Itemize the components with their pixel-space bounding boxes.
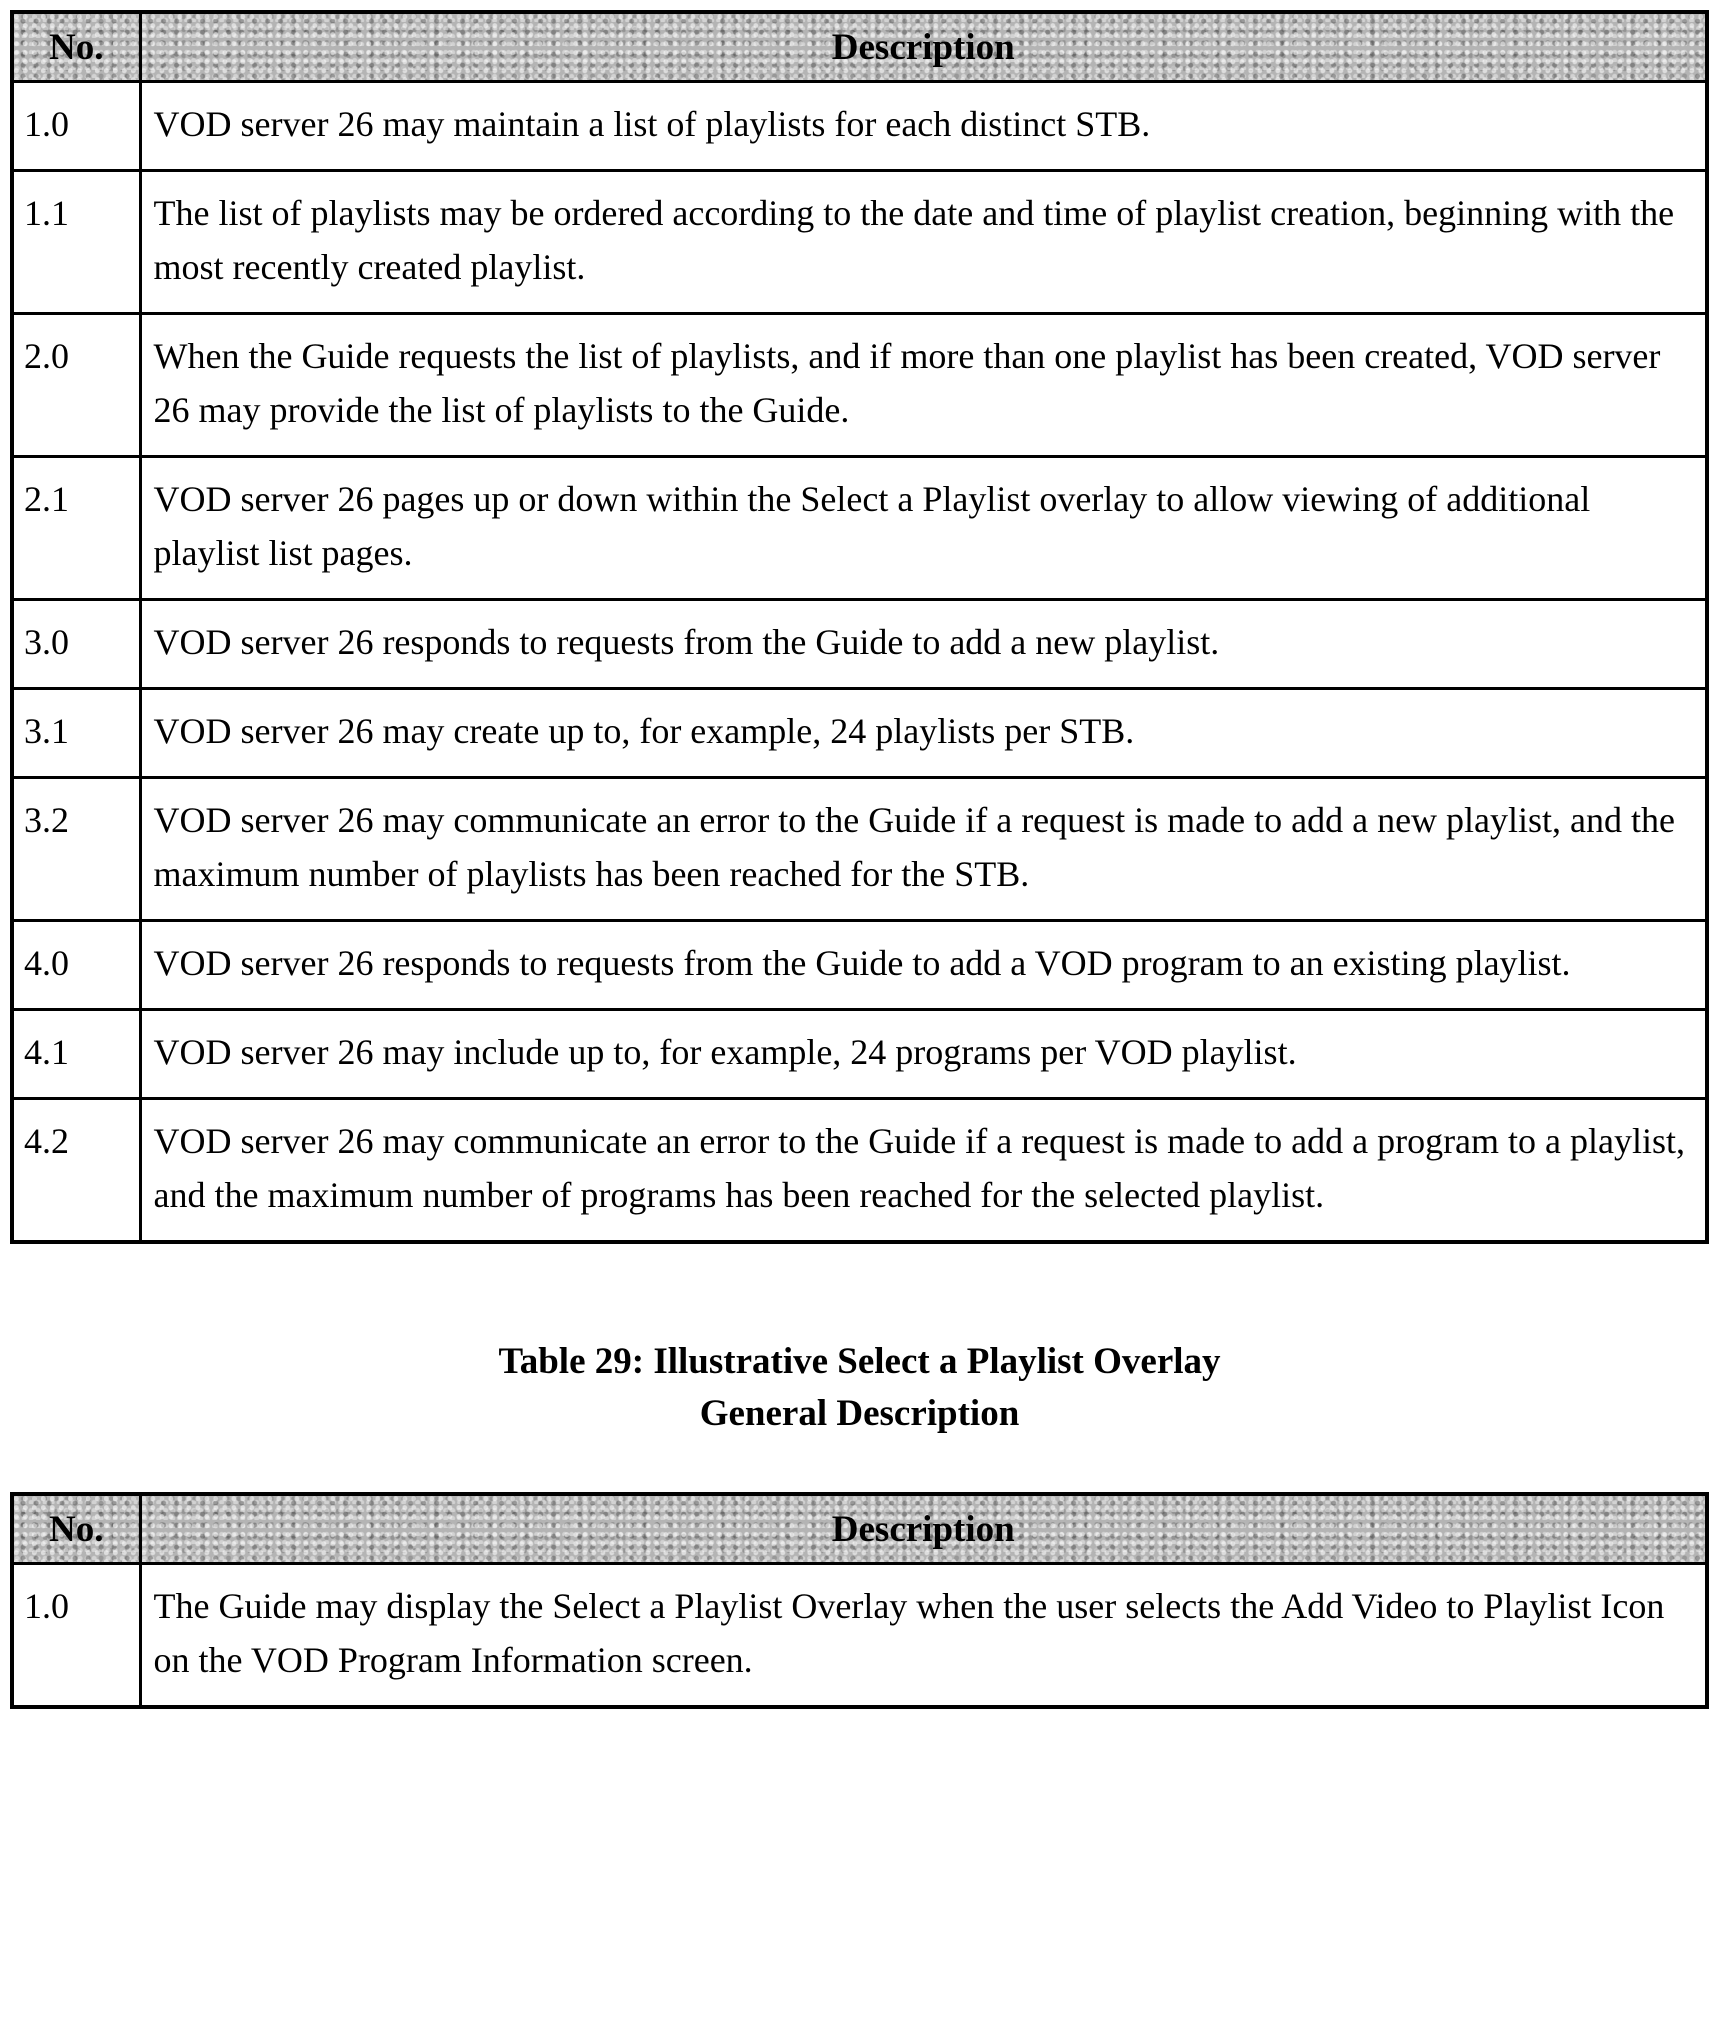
row-description: The Guide may display the Select a Playlist Overlay when the user selects the Add Video to Playlist Icon on the VOD Program Information screen.: [140, 1564, 1707, 1708]
row-description: When the Guide requests the list of playlists, and if more than one playlist has been created, VOD server 26 may provide the list of playlists to the Guide.: [140, 314, 1707, 457]
row-no: 2.1: [12, 457, 140, 600]
row-no: 4.2: [12, 1099, 140, 1243]
row-description: VOD server 26 pages up or down within the Select a Playlist overlay to allow viewing of additional playlist list pages.: [140, 457, 1707, 600]
table-row: [12, 600, 1707, 689]
row-description: VOD server 26 may communicate an error to the Guide if a request is made to add a new playlist, and the maximum number of playlists has been reached for the STB.: [140, 778, 1707, 921]
row-description: The list of playlists may be ordered according to the date and time of playlist creation, beginning with the most recently created playlist.: [140, 171, 1707, 314]
row-description: VOD server 26 responds to requests from the Guide to add a VOD program to an existing playlist.: [140, 921, 1707, 1010]
table-row: [12, 1010, 1707, 1099]
caption-line-1: Table 29: Illustrative Select a Playlist Overlay: [498, 1341, 1221, 1382]
table-caption: [10, 1336, 1709, 1440]
row-no: 1.1: [12, 171, 140, 314]
row-no: 3.2: [12, 778, 140, 921]
row-description: VOD server 26 may communicate an error to the Guide if a request is made to add a program to a playlist, and the maximum number of programs has been reached for the selected playlist.: [140, 1099, 1707, 1243]
table-header-row: [12, 12, 1707, 82]
row-no: 3.0: [12, 600, 140, 689]
table-row: [12, 314, 1707, 457]
row-no: 2.0: [12, 314, 140, 457]
row-no: 4.0: [12, 921, 140, 1010]
table-row: [12, 689, 1707, 778]
row-description: VOD server 26 responds to requests from the Guide to add a new playlist.: [140, 600, 1707, 689]
requirements-table-1: [10, 10, 1709, 1244]
row-no: 4.1: [12, 1010, 140, 1099]
row-no: 1.0: [12, 1564, 140, 1708]
row-description: VOD server 26 may include up to, for example, 24 programs per VOD playlist.: [140, 1010, 1707, 1099]
table-row: [12, 457, 1707, 600]
table-row: [12, 778, 1707, 921]
column-header-description: Description: [140, 1494, 1707, 1564]
column-header-no: No.: [12, 1494, 140, 1564]
requirements-table-2: [10, 1492, 1709, 1709]
table-header-row: [12, 1494, 1707, 1564]
table-row: [12, 171, 1707, 314]
row-description: VOD server 26 may maintain a list of playlists for each distinct STB.: [140, 82, 1707, 171]
table-row: [12, 1564, 1707, 1708]
caption-line-2: General Description: [699, 1393, 1020, 1434]
table-row: [12, 921, 1707, 1010]
row-no: 1.0: [12, 82, 140, 171]
table-row: [12, 1099, 1707, 1243]
row-no: 3.1: [12, 689, 140, 778]
row-description: VOD server 26 may create up to, for example, 24 playlists per STB.: [140, 689, 1707, 778]
column-header-description: Description: [140, 12, 1707, 82]
table-row: [12, 82, 1707, 171]
column-header-no: No.: [12, 12, 140, 82]
